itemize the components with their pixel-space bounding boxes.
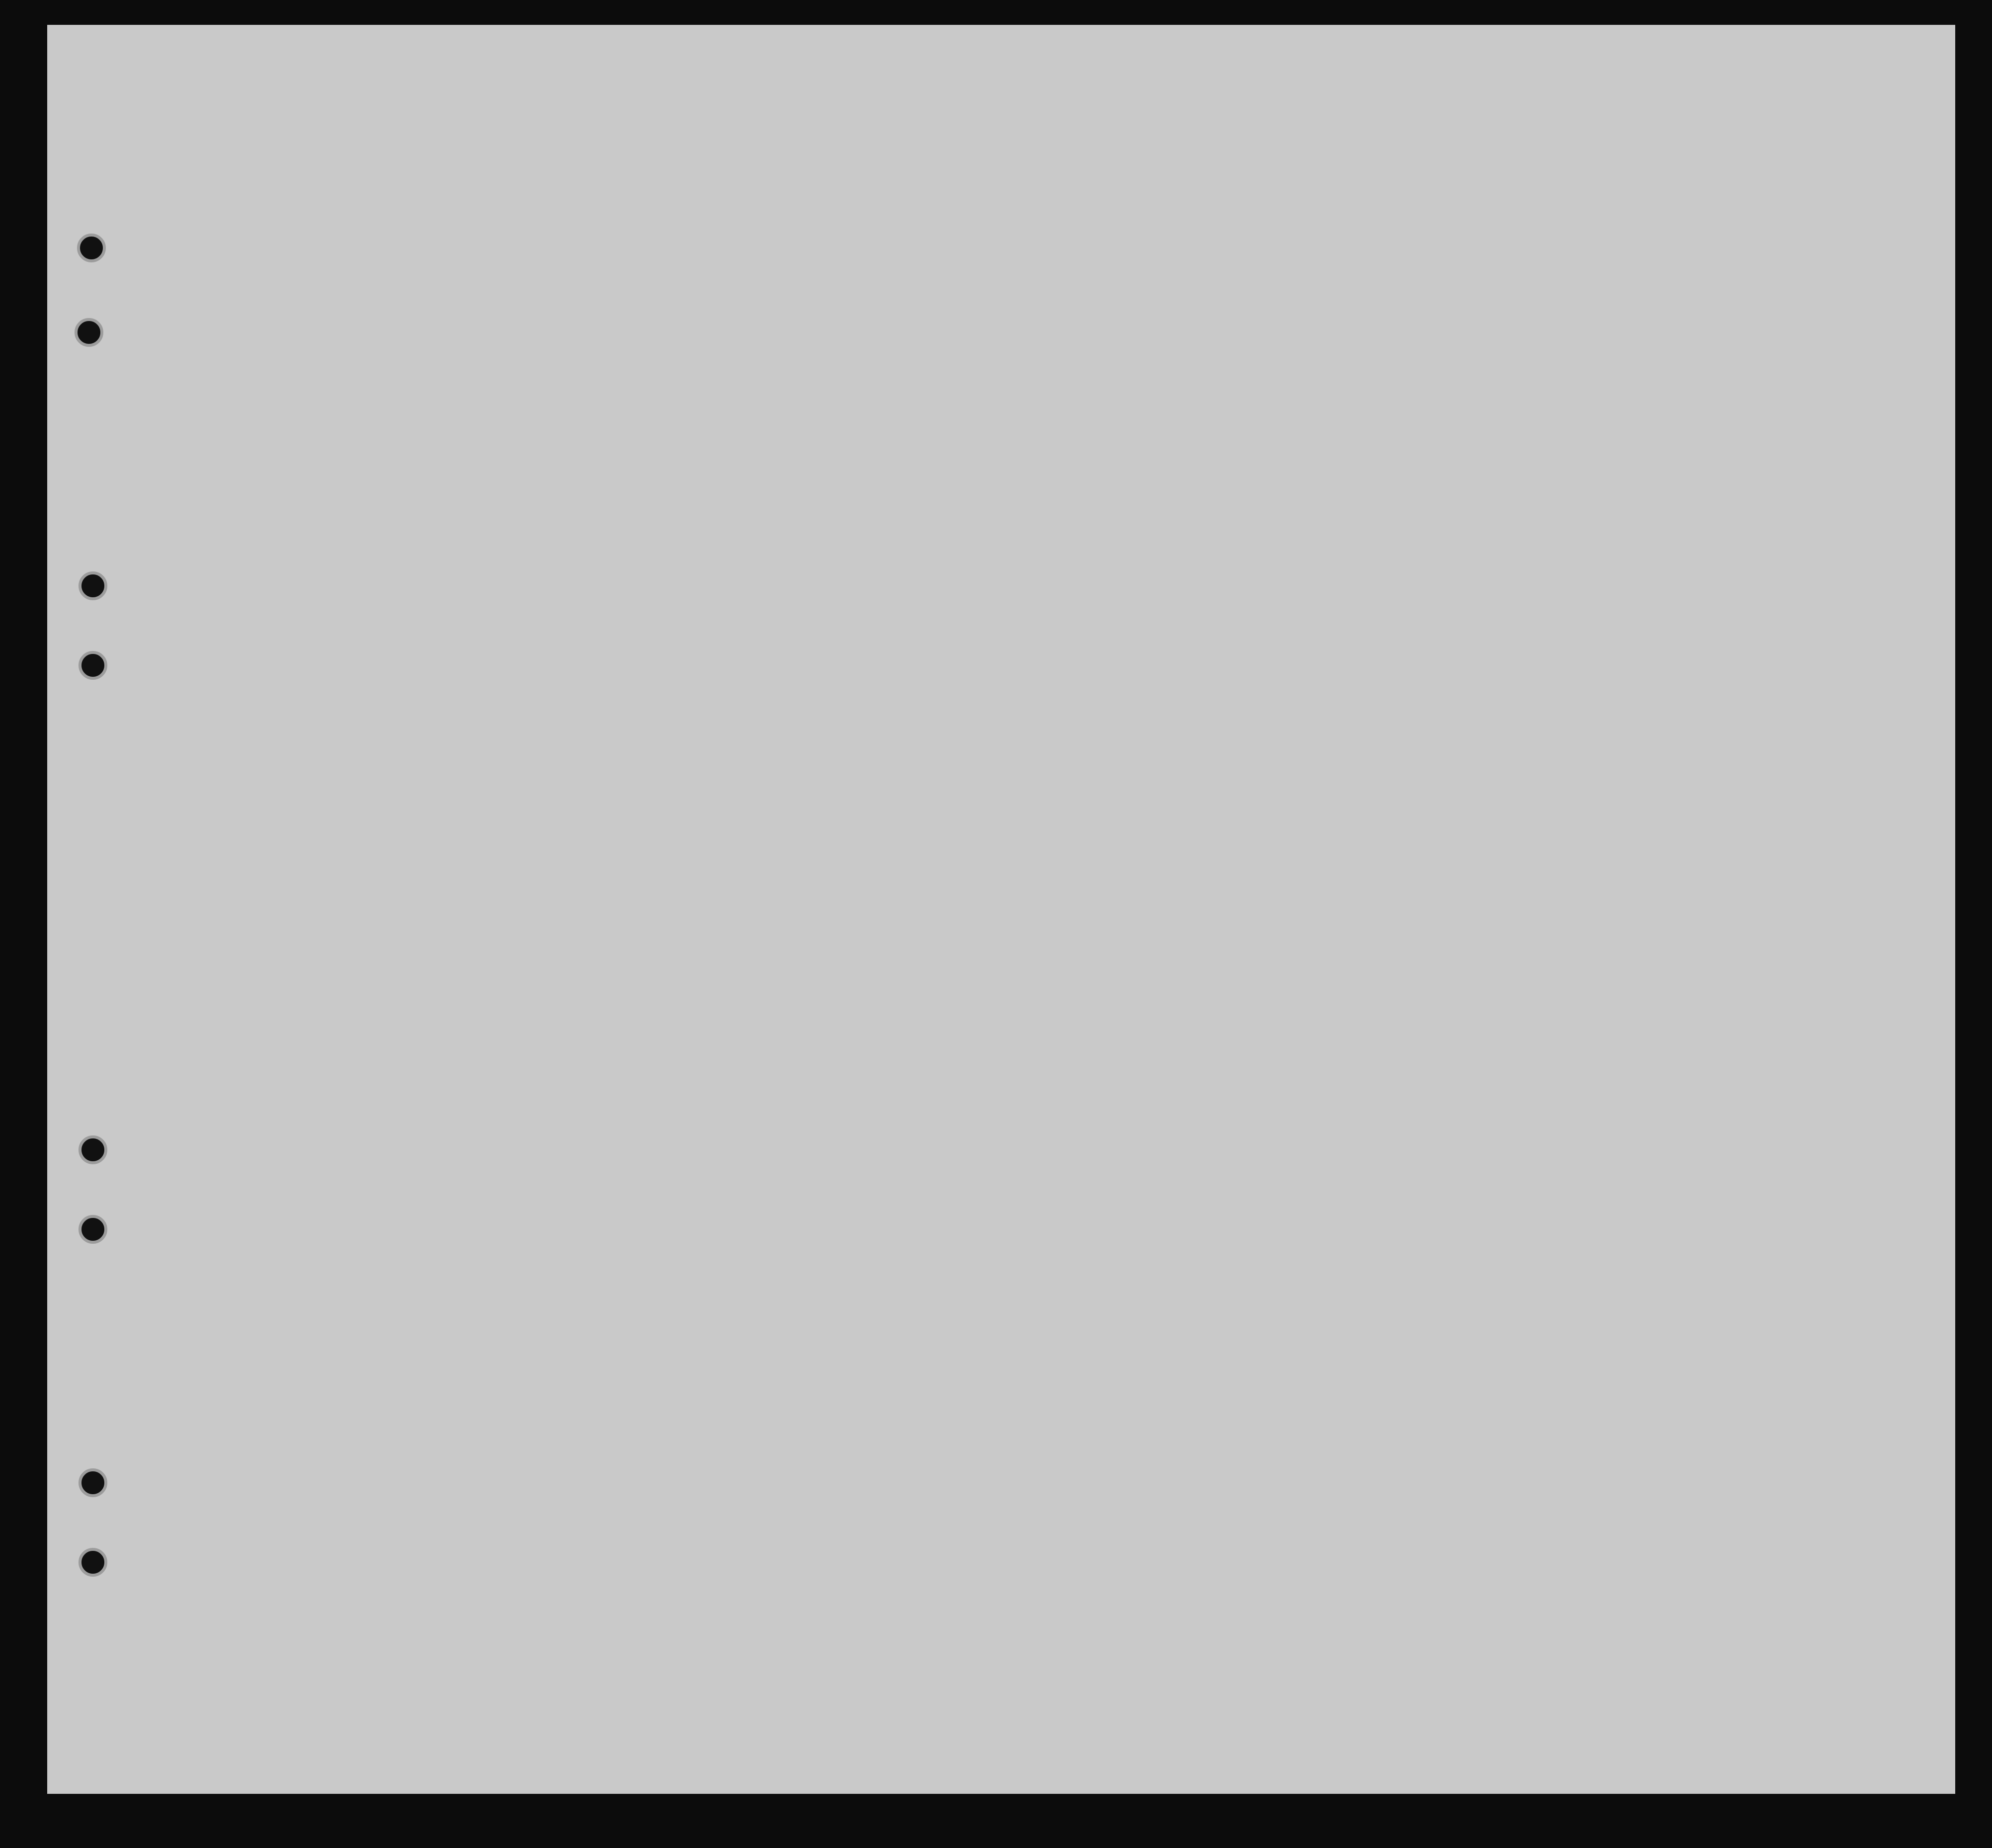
ruling-lines [47,25,1955,1794]
binder-hole [75,318,103,347]
binder-hole [79,1135,107,1164]
manifest-sheet [47,25,1955,1794]
binder-hole [79,1468,107,1497]
binder-hole [79,571,107,600]
binder-hole [79,1548,107,1577]
binder-hole [79,1215,107,1244]
binder-hole [79,651,107,680]
binder-hole [77,234,106,262]
